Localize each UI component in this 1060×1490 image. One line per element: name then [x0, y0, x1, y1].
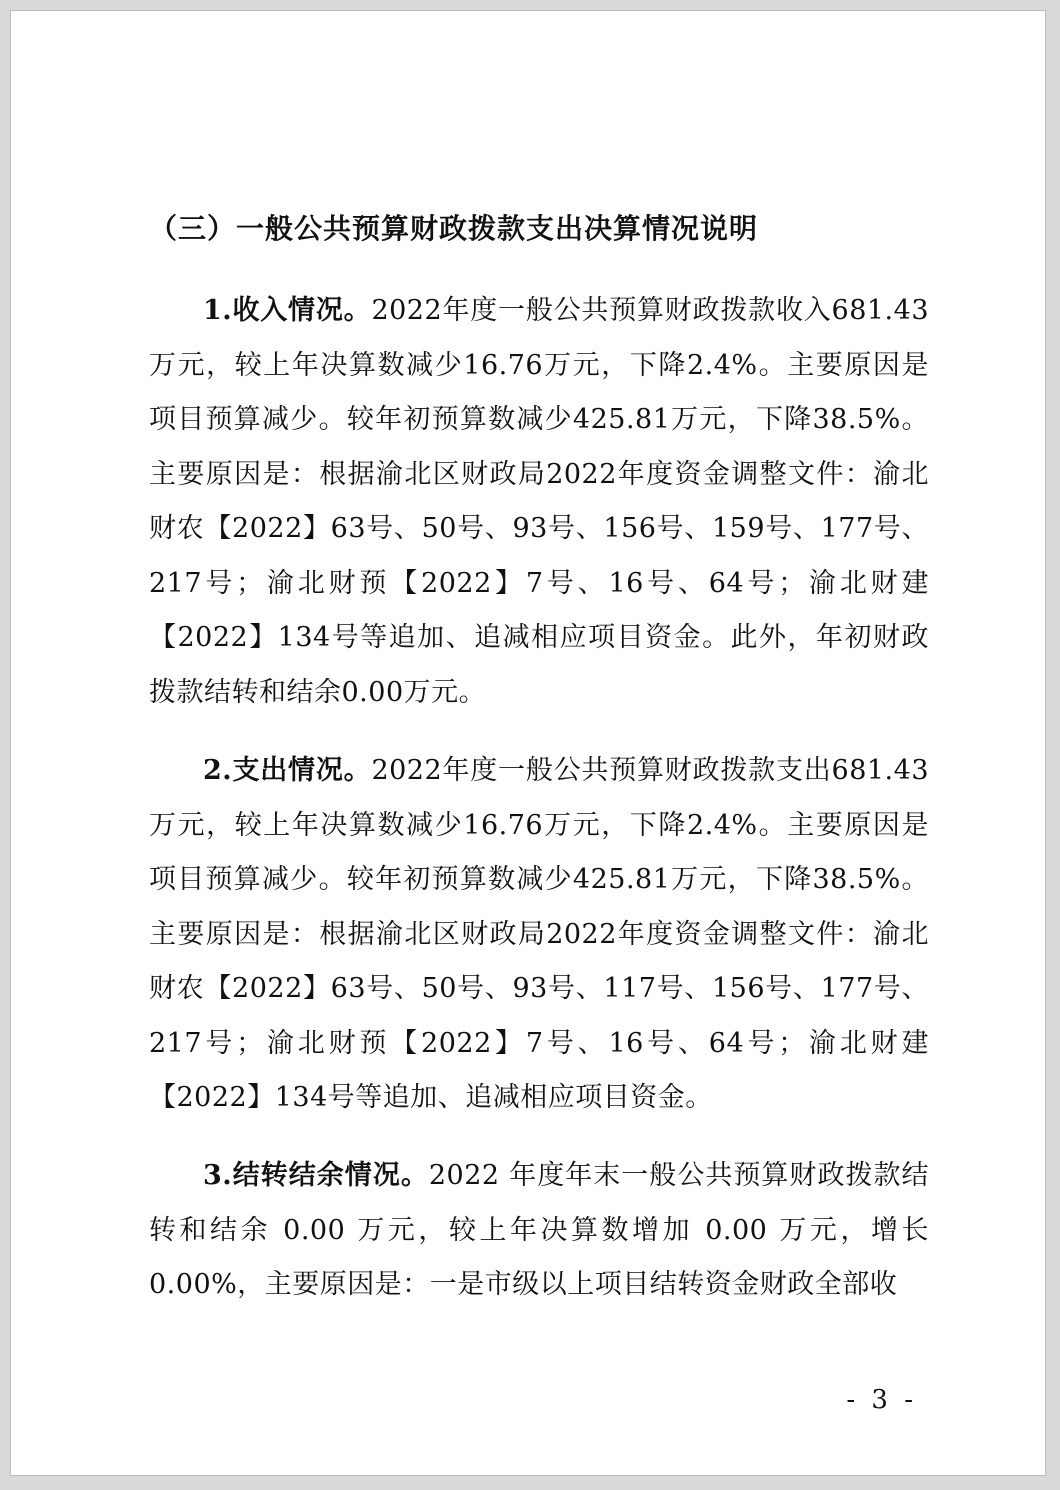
paragraph-body: 2022年度一般公共预算财政拨款收入681.43万元，较上年决算数减少16.76万元，下降2.4%。主要原因是项目预算减少。较年初预算数减少425.81万元，下降38.5%。主要原因是：根据渝北区财政局2022年度资金调整文件：渝北财农【2022】63号、50号、93号、156号、159号、177号、217号；渝北财预【2022】7号、16号、64号；渝北财建【2022】134号等追加、追减相应项目资金。此外，年初财政拨款结转和结余0.00万元。	[149, 295, 929, 708]
section-title: （三）一般公共预算财政拨款支出决算情况说明	[149, 212, 759, 245]
page-number: - 3 -	[846, 1385, 917, 1415]
paragraph-income	[149, 284, 929, 720]
paragraph-carryover	[149, 1149, 929, 1313]
document-page	[10, 10, 1046, 1476]
paragraph-expenditure	[149, 744, 929, 1126]
paragraph-body: 2022 年度年末一般公共预算财政拨款结转和结余 0.00 万元，较上年决算数增加 0.00 万元，增长0.00%，主要原因是：一是市级以上项目结转资金财政全部收	[149, 1160, 930, 1300]
paragraph-lead: 1.收入情况。	[203, 295, 372, 326]
paragraph-lead: 3.结转结余情况。	[203, 1160, 429, 1191]
paragraph-body: 2022年度一般公共预算财政拨款支出681.43万元，较上年决算数减少16.76万元，下降2.4%。主要原因是项目预算减少。较年初预算数减少425.81万元，下降38.5%。主要原因是：根据渝北区财政局2022年度资金调整文件：渝北财农【2022】63号、50号、93号、117号、156号、177号、217号；渝北财预【2022】7号、16号、64号；渝北财建【2022】134号等追加、追减相应项目资金。	[149, 755, 929, 1113]
paragraph-lead: 2.支出情况。	[203, 755, 372, 786]
